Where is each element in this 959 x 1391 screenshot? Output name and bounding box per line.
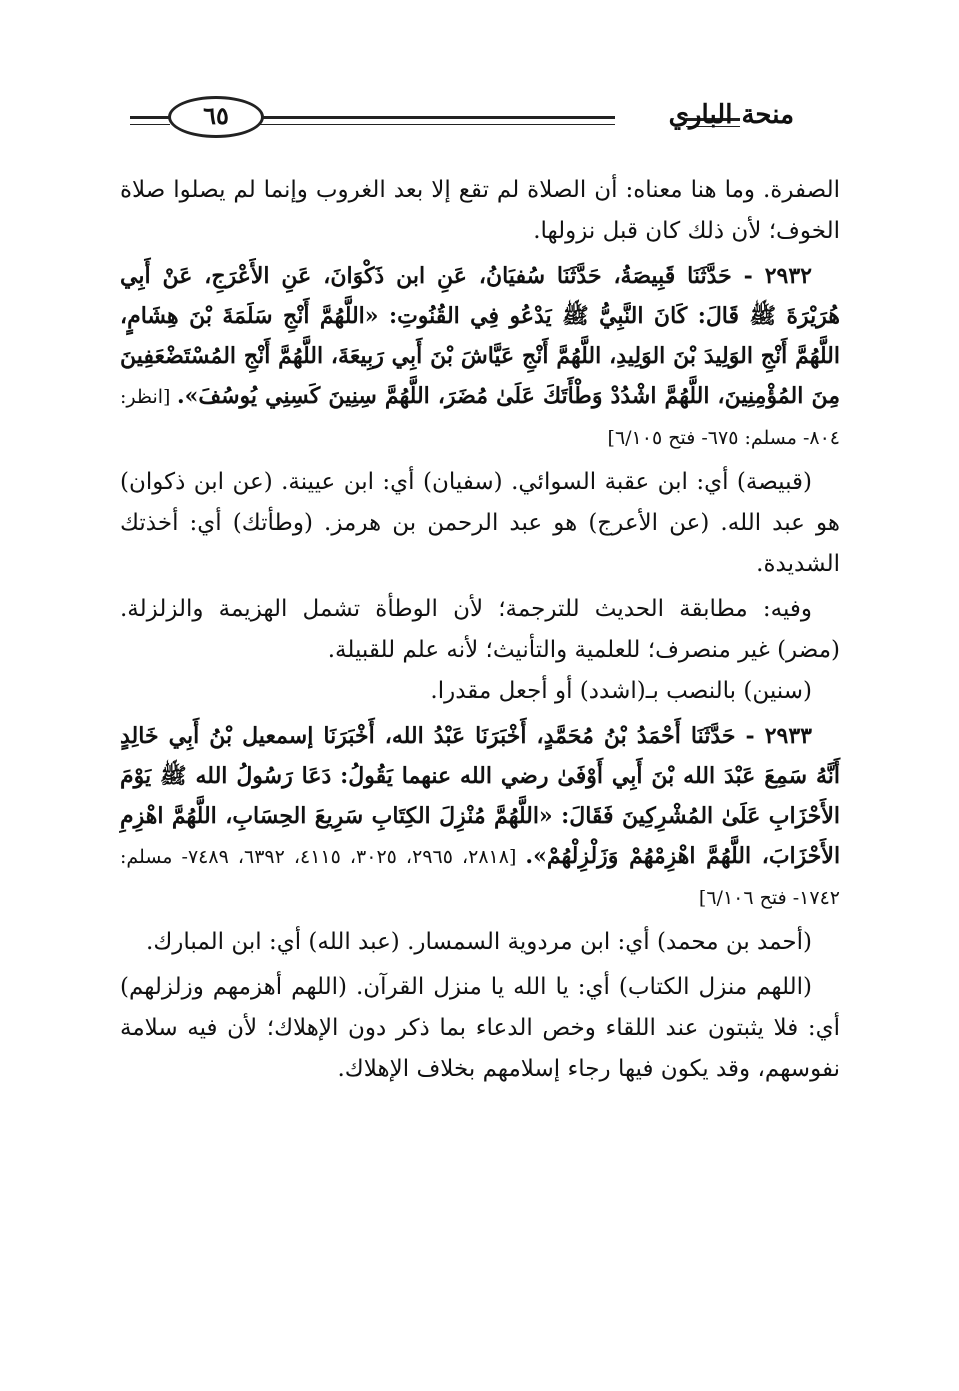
hadith-2932-reference: [انظر: ٨٠٤- مسلم: ٦٧٥- فتح ٦/١٠٥] [120, 386, 840, 449]
paragraph-6: (اللهم منزل الكتاب) أي: يا الله يا منزل القرآن. (اللهم أهزمهم وزلزلهم) أي: فلا يثبتون عند اللقاء وخص الدعاء بما ذكر دون الإهلاك؛ لأن فيه سلامة نفوسهم، وقد يكون فيها رجاء إسلامهم بخلاف الإهلاك. [120, 974, 840, 1082]
paragraph-5: (أحمد بن محمد) أي: ابن مردوية السمسار. (عبد الله) أي: ابن المبارك. [146, 929, 812, 955]
page-number: ٦٥ [168, 96, 264, 138]
header-rule-middle-thin [260, 124, 615, 125]
hadith-2933-reference: [٢٨١٨، ٢٩٦٥، ٣٠٢٥، ٤١١٥، ٦٣٩٢، ٧٤٨٩- مسلم: ١٧٤٢- فتح ٦/١٠٦] [120, 846, 840, 909]
paragraph-3: وفيه: مطابقة الحديث للترجمة؛ لأن الوطأة تشمل الهزيمة والزلزلة. (مضر) غير منصرف؛ للعلمية والتأنيث؛ لأنه علم للقبيلة. [120, 596, 840, 663]
header-rule-left-thin [130, 124, 170, 125]
header-rule-left [130, 116, 170, 119]
page-body [120, 170, 840, 1090]
hadith-2933 [120, 716, 840, 918]
paragraph-1: الصفرة. وما هنا معناه: أن الصلاة لم تقع إلا بعد الغروب وإنما لم يصلوا صلاة الخوف؛ لأن ذلك كان قبل نزولها. [120, 177, 840, 244]
page-header [120, 96, 840, 146]
header-rule-middle [260, 116, 615, 119]
hadith-2933-text: ٢٩٣٣ - حَدَّثَنَا أَحْمَدُ بْنُ مُحَمَّدٍ، أَخْبَرَنَا عَبْدُ الله، أَخْبَرَنَا إسمعيل بْنُ أَبِي خَالِدٍ أَنَّهُ سَمِعَ عَبْدَ الله بْنَ أَبِي أَوْفَىٰ رضي الله عنهما يَقُولُ: دَعَا رَسُولُ الله ﷺ يَوْمَ الأَحْزَابِ عَلَىٰ المُشْرِكِينَ فَقَالَ: «اللَّهُمَّ مُنْزِلَ الكِتَابِ سَرِيعَ الحِسَابِ، اللَّهُمَّ اهْزِمِ الأَحْزَابَ، اللَّهُمَّ اهْزِمْهُمْ وَزَلْزِلْهُمْ». [120, 723, 841, 869]
hadith-2932-text: ٢٩٣٢ - حَدَّثَنَا قَبِيصَةُ، حَدَّثَنَا سُفيَانُ، عَنِ ابن ذَكْوَانَ، عَنِ الأَعْرَجِ، عَنْ أَبِي هُرَيْرَةَ ﷺ قَالَ: كَانَ النَّبِيُّ ﷺ يَدْعُو فِي القُنُوتِ: «اللَّهُمَّ أَنْجِ سَلَمَةَ بْنَ هِشَامٍ، اللَّهُمَّ أَنْجِ الوَلِيدَ بْنَ الوَلِيدِ، اللَّهُمَّ أَنْجِ عَيَّاشَ بْنَ أَبِي رَبِيعَةَ، اللَّهُمَّ أَنْجِ المُسْتَضْعَفِينَ مِنَ المُؤْمِنِينَ، اللَّهُمَّ اشْدُدْ وَطْأَتَكَ عَلَىٰ مُضَرَ، اللَّهُمَّ سِنِينَ كَسِنِي يُوسُفَ». [120, 263, 840, 409]
paragraph-4: (سنين) بالنصب بـ(اشدد) أو أجعل مقدرا. [430, 678, 812, 704]
hadith-2932 [120, 256, 840, 458]
paragraph-2: (قبيصة) أي: ابن عقبة السوائي. (سفيان) أي: ابن عيينة. (عن ابن ذكوان) هو عبد الله. (عن الأعرج) هو عبد الرحمن بن هرمز. (وطأتك) أي: أخذتك الشديدة. [120, 469, 840, 577]
running-title: منحة الباري [668, 100, 794, 130]
